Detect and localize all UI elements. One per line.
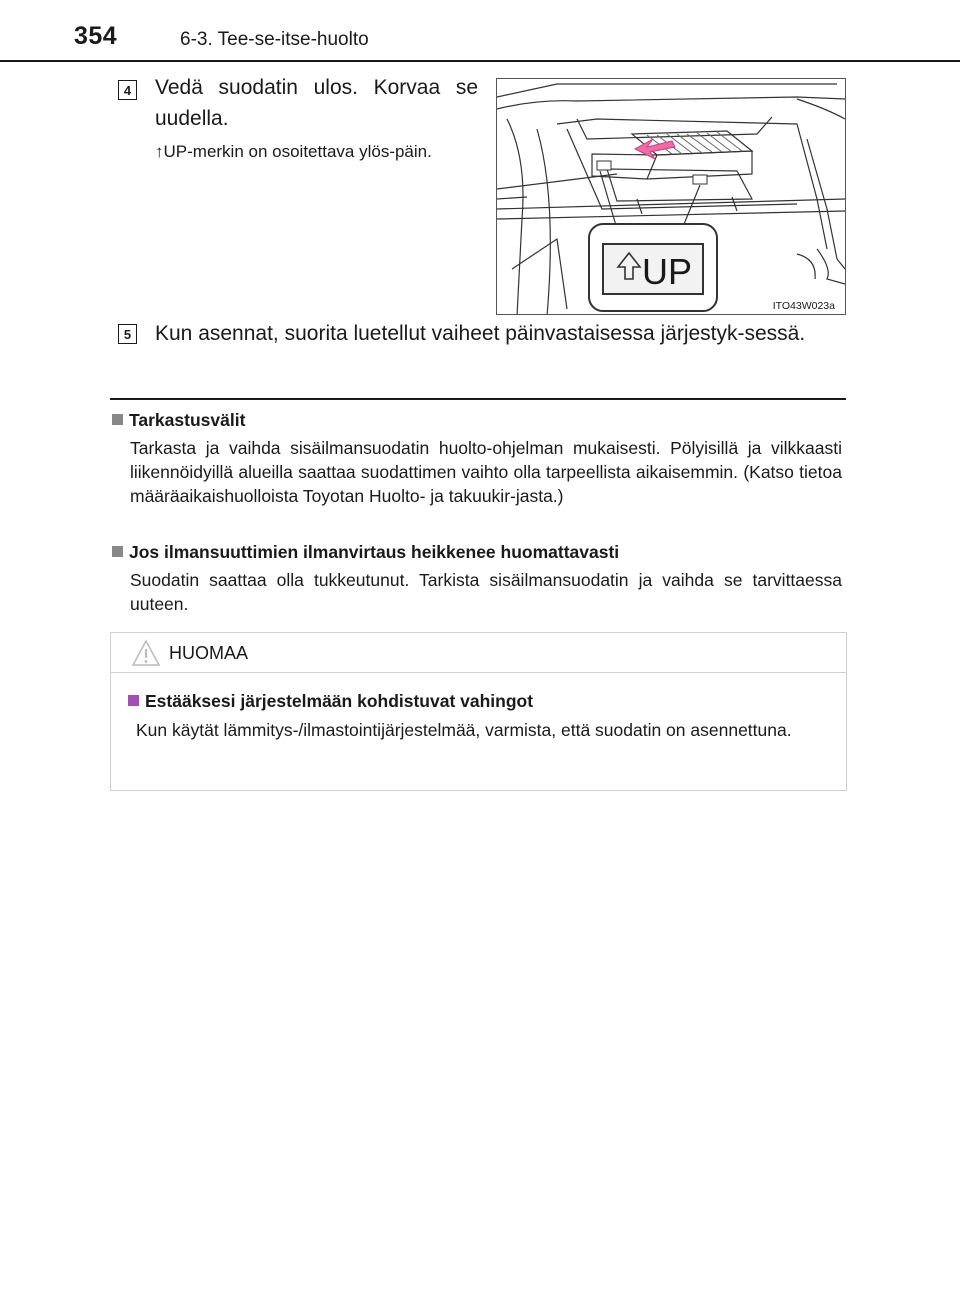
- header-rule: [0, 60, 960, 62]
- section-title: 6-3. Tee-se-itse-huolto: [180, 29, 369, 50]
- warning-triangle-icon: [131, 639, 161, 667]
- info-1-body: Tarkasta ja vaihda sisäilmansuodatin huolto-ohjelman mukaisesti. Pölyisillä ja vilkkaasti liikennöidyillä alueilla saattaa suodattimen vaihto olla tarpeellista aikaisemmin. (Katso tietoa määräaikaishuolloista Toyotan Huolto- ja takuukir-jasta.): [130, 438, 842, 506]
- figure-code: ITO43W023a: [772, 300, 835, 312]
- notice-body: Kun käytät lämmitys-/ilmastointijärjestelmää, varmista, että suodatin on asennettuna.: [136, 720, 792, 740]
- step-5-text: Kun asennat, suorita luetellut vaiheet päinvastaisessa järjestyk-sessä.: [155, 322, 806, 345]
- info-block-2: [112, 542, 842, 616]
- info-1-title: Tarkastusvälit: [129, 410, 246, 430]
- step-4-note: [155, 142, 477, 162]
- square-bullet-icon: [112, 546, 123, 557]
- up-arrow-icon: ↑: [155, 142, 164, 161]
- square-bullet-icon: [112, 414, 123, 425]
- square-bullet-icon: [128, 695, 139, 706]
- info-2-body: Suodatin saattaa olla tukkeutunut. Tarkista sisäilmansuodatin ja vaihda se tarvittaessa uuteen.: [130, 570, 842, 614]
- notice-title: Estääksesi järjestelmään kohdistuvat vahingot: [145, 691, 534, 711]
- step-4-note-text: UP-merkin on osoitettava ylös-päin.: [163, 142, 432, 161]
- step-number-5: 5: [118, 324, 137, 344]
- cabin-filter-drawing: [497, 79, 846, 315]
- info-block-1: [112, 410, 842, 508]
- section-divider: [110, 398, 846, 400]
- notice-heading: HUOMAA: [169, 643, 249, 663]
- up-label: UP: [642, 251, 693, 292]
- page-header: [0, 0, 960, 60]
- notice-box: [110, 632, 847, 791]
- filter-illustration: [496, 78, 846, 315]
- notice-content: [128, 691, 834, 742]
- info-2-title: Jos ilmansuuttimien ilmanvirtaus heikkenee huomattavasti: [129, 542, 620, 562]
- step-4-text: Vedä suodatin ulos. Korvaa se uudella.: [155, 76, 478, 130]
- step-number-4: 4: [118, 80, 137, 100]
- notice-header: [111, 633, 846, 673]
- page-number: 354: [74, 22, 118, 50]
